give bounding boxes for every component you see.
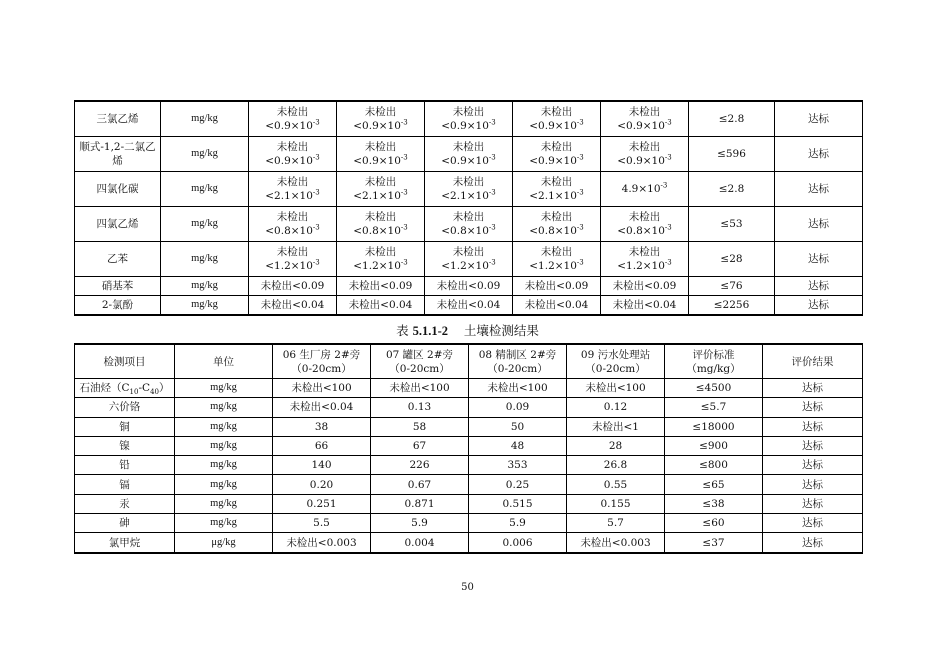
value-exponent: -3 [488, 153, 496, 162]
value-base: <2.1×10 [265, 190, 313, 202]
value-base: <0.9×10 [617, 155, 665, 167]
standard-cell: ≤65 [665, 475, 763, 494]
value-cell: 0.871 [371, 494, 469, 513]
value-exponent: -3 [312, 153, 320, 162]
unit-cell: mg/kg [175, 475, 273, 494]
value-line [601, 154, 688, 168]
value-line [337, 154, 424, 168]
unit-cell: mg/kg [175, 379, 273, 398]
not-detected-label: 未检出 [452, 246, 485, 258]
value-line [337, 189, 424, 203]
header-standard-label: 评价标准 [692, 348, 735, 361]
unit-cell: mg/kg [161, 242, 249, 277]
value-base: <0.9×10 [265, 155, 313, 167]
standard-cell: ≤76 [689, 277, 775, 296]
not-detected-label: 未检出 [452, 211, 485, 223]
table-row [75, 417, 863, 436]
unit-cell: mg/kg [175, 436, 273, 455]
table-row [75, 207, 863, 242]
value-cell: 未检出<0.04 [513, 296, 601, 316]
table-row [75, 533, 863, 553]
not-detected-label: 未检出 [276, 246, 309, 258]
value-base: <1.2×10 [353, 260, 401, 272]
item-name: 四氯乙烯 [75, 207, 161, 242]
not-detected-label: 未检出 [276, 141, 309, 153]
volatile-organics-table [74, 100, 863, 316]
value-exponent: -3 [488, 223, 496, 232]
result-cell: 达标 [763, 398, 863, 417]
item-name: 三氯乙烯 [75, 101, 161, 137]
result-cell: 达标 [775, 207, 863, 242]
item-name: 汞 [75, 494, 175, 513]
value-cell [337, 101, 425, 137]
value-base: <0.9×10 [529, 155, 577, 167]
value-base: <1.2×10 [617, 260, 665, 272]
value-exponent: -3 [576, 258, 584, 267]
value-cell: 38 [273, 417, 371, 436]
value-line [249, 119, 336, 133]
value-exponent: -3 [312, 258, 320, 267]
value-base: <0.8×10 [353, 225, 401, 237]
header-site-08 [469, 344, 567, 379]
value-line [249, 154, 336, 168]
value-cell: 0.55 [567, 475, 665, 494]
item-name: 镉 [75, 475, 175, 494]
value-cell: 0.155 [567, 494, 665, 513]
not-detected-label: 未检出 [452, 141, 485, 153]
value-line [513, 189, 600, 203]
value-exponent: -3 [664, 118, 672, 127]
value-cell: 0.251 [273, 494, 371, 513]
standard-cell: ≤2256 [689, 296, 775, 316]
item-name: 四氯化碳 [75, 172, 161, 207]
value-exponent: -3 [576, 188, 584, 197]
standard-cell: ≤2.8 [689, 172, 775, 207]
not-detected-label: 未检出 [540, 211, 573, 223]
item-name: 氯甲烷 [75, 533, 175, 553]
unit-cell: mg/kg [161, 172, 249, 207]
header-site-name: 06 生厂房 2#旁 [282, 348, 361, 361]
value-cell: 0.09 [469, 398, 567, 417]
result-cell: 达标 [775, 277, 863, 296]
value-cell: 26.8 [567, 456, 665, 475]
not-detected-label: 未检出 [276, 176, 309, 188]
header-site-name: 07 罐区 2#旁 [385, 348, 453, 361]
item-name [75, 379, 175, 398]
value-cell: 50 [469, 417, 567, 436]
value-cell: 5.9 [371, 514, 469, 533]
not-detected-label: 未检出 [628, 106, 661, 118]
header-standard-unit: （mg/kg） [686, 362, 741, 375]
not-detected-label: 未检出 [540, 106, 573, 118]
value-line [425, 189, 512, 203]
value-base: <0.9×10 [529, 120, 577, 132]
value-cell [249, 137, 337, 172]
unit-cell: mg/kg [175, 494, 273, 513]
value-cell [249, 172, 337, 207]
item-name: 2-氯酚 [75, 296, 161, 316]
value-cell: 0.006 [469, 533, 567, 553]
tph-sub2: 40 [150, 388, 159, 397]
value-cell [249, 101, 337, 137]
value-exponent: -3 [400, 188, 408, 197]
value-cell [249, 242, 337, 277]
value-base: <0.9×10 [265, 120, 313, 132]
value-cell: 67 [371, 436, 469, 455]
unit-cell: mg/kg [161, 277, 249, 296]
not-detected-label: 未检出 [452, 176, 485, 188]
value-cell [337, 242, 425, 277]
value-exponent: -3 [488, 188, 496, 197]
value-cell: 未检出<0.04 [425, 296, 513, 316]
result-cell: 达标 [763, 533, 863, 553]
value-line [601, 182, 688, 196]
unit-cell: mg/kg [161, 207, 249, 242]
unit-cell: mg/kg [161, 296, 249, 316]
value-cell [513, 207, 601, 242]
standard-cell: ≤53 [689, 207, 775, 242]
item-name: 六价铬 [75, 398, 175, 417]
value-base: <2.1×10 [529, 190, 577, 202]
value-cell: 48 [469, 436, 567, 455]
tph-suffix: ） [158, 382, 170, 395]
value-base: <1.2×10 [265, 260, 313, 272]
value-line [513, 154, 600, 168]
value-exponent: -3 [400, 118, 408, 127]
value-cell: 5.7 [567, 514, 665, 533]
value-exponent: -3 [312, 188, 320, 197]
value-exponent: -3 [660, 181, 668, 190]
value-exponent: -3 [576, 223, 584, 232]
value-cell [601, 242, 689, 277]
value-cell: 未检出<0.09 [337, 277, 425, 296]
table-row [75, 514, 863, 533]
value-cell [425, 242, 513, 277]
header-site-09 [567, 344, 665, 379]
standard-cell: ≤800 [665, 456, 763, 475]
value-cell [513, 172, 601, 207]
value-cell: 226 [371, 456, 469, 475]
item-name: 铜 [75, 417, 175, 436]
value-base: <0.8×10 [617, 225, 665, 237]
result-cell: 达标 [763, 417, 863, 436]
page-number: 50 [461, 582, 474, 593]
value-line [249, 189, 336, 203]
tph-prefix: 石油烃（C [79, 382, 130, 395]
value-cell [601, 101, 689, 137]
not-detected-label: 未检出 [540, 246, 573, 258]
value-exponent: -3 [576, 153, 584, 162]
table-row [75, 398, 863, 417]
caption-number: 5.1.1-2 [412, 324, 448, 338]
value-line [249, 224, 336, 238]
result-cell: 达标 [763, 494, 863, 513]
result-cell: 达标 [775, 172, 863, 207]
value-cell: 0.13 [371, 398, 469, 417]
value-cell: 未检出<0.09 [601, 277, 689, 296]
value-cell [601, 207, 689, 242]
not-detected-label: 未检出 [540, 176, 573, 188]
value-base: 4.9×10 [621, 183, 661, 195]
standard-cell: ≤596 [689, 137, 775, 172]
table-row [75, 277, 863, 296]
value-cell [513, 101, 601, 137]
value-cell [513, 137, 601, 172]
result-cell: 达标 [775, 242, 863, 277]
result-cell: 达标 [763, 514, 863, 533]
value-exponent: -3 [488, 258, 496, 267]
value-cell: 353 [469, 456, 567, 475]
result-cell: 达标 [775, 137, 863, 172]
value-exponent: -3 [400, 223, 408, 232]
result-cell: 达标 [763, 475, 863, 494]
table-row [75, 101, 863, 137]
item-name: 铅 [75, 456, 175, 475]
caption-prefix: 表 [396, 323, 409, 338]
item-name: 硝基苯 [75, 277, 161, 296]
unit-cell: mg/kg [175, 417, 273, 436]
header-site-depth: （0-20cm） [291, 362, 352, 375]
value-cell: 0.004 [371, 533, 469, 553]
value-exponent: -3 [664, 153, 672, 162]
result-cell: 达标 [763, 456, 863, 475]
value-cell: 未检出<0.04 [601, 296, 689, 316]
standard-cell: ≤28 [689, 242, 775, 277]
unit-cell: μg/kg [175, 533, 273, 553]
unit-cell: mg/kg [175, 398, 273, 417]
value-cell: 5.9 [469, 514, 567, 533]
header-unit: 单位 [175, 344, 273, 379]
not-detected-label: 未检出 [276, 211, 309, 223]
header-standard [665, 344, 763, 379]
value-line [601, 224, 688, 238]
result-cell: 达标 [775, 296, 863, 316]
header-site-depth: （0-20cm） [389, 362, 450, 375]
value-base: <0.9×10 [353, 120, 401, 132]
value-cell: 0.25 [469, 475, 567, 494]
value-cell: 未检出<100 [567, 379, 665, 398]
table-row [75, 475, 863, 494]
unit-cell: mg/kg [175, 456, 273, 475]
table-row [75, 436, 863, 455]
unit-cell: mg/kg [161, 137, 249, 172]
value-cell: 未检出<0.04 [249, 296, 337, 316]
not-detected-label: 未检出 [276, 106, 309, 118]
unit-cell: mg/kg [175, 514, 273, 533]
value-cell: 0.67 [371, 475, 469, 494]
result-cell: 达标 [763, 436, 863, 455]
value-line [513, 119, 600, 133]
value-base: <0.9×10 [617, 120, 665, 132]
not-detected-label: 未检出 [628, 246, 661, 258]
value-base: <0.9×10 [441, 120, 489, 132]
value-cell: 58 [371, 417, 469, 436]
value-line [601, 259, 688, 273]
tph-mid: -C [138, 382, 151, 395]
value-line [425, 259, 512, 273]
value-line [601, 119, 688, 133]
value-base: <0.9×10 [353, 155, 401, 167]
standard-cell: ≤2.8 [689, 101, 775, 137]
header-result: 评价结果 [763, 344, 863, 379]
table-row [75, 296, 863, 316]
table-row [75, 379, 863, 398]
not-detected-label: 未检出 [364, 176, 397, 188]
value-line [513, 224, 600, 238]
item-name: 顺式-1,2-二氯乙烯 [75, 137, 161, 172]
not-detected-label: 未检出 [452, 106, 485, 118]
value-line [513, 259, 600, 273]
value-line [425, 224, 512, 238]
standard-cell: ≤900 [665, 436, 763, 455]
value-cell: 未检出<0.04 [273, 398, 371, 417]
not-detected-label: 未检出 [364, 211, 397, 223]
value-cell: 未检出<0.09 [425, 277, 513, 296]
standard-cell: ≤38 [665, 494, 763, 513]
item-name: 砷 [75, 514, 175, 533]
value-cell [425, 101, 513, 137]
table-row [75, 137, 863, 172]
table-row [75, 456, 863, 475]
value-line [337, 119, 424, 133]
header-item: 检测项目 [75, 344, 175, 379]
value-exponent: -3 [400, 258, 408, 267]
standard-cell: ≤18000 [665, 417, 763, 436]
value-cell: 0.12 [567, 398, 665, 417]
standard-cell: ≤60 [665, 514, 763, 533]
not-detected-label: 未检出 [364, 246, 397, 258]
standard-cell: ≤4500 [665, 379, 763, 398]
value-cell: 未检出<100 [469, 379, 567, 398]
value-exponent: -3 [312, 118, 320, 127]
header-site-06 [273, 344, 371, 379]
value-cell: 未检出<1 [567, 417, 665, 436]
value-base: <2.1×10 [353, 190, 401, 202]
value-exponent: -3 [664, 258, 672, 267]
value-line [425, 119, 512, 133]
header-site-name: 08 精制区 2#旁 [478, 348, 557, 361]
value-cell [337, 207, 425, 242]
value-cell: 未检出<0.003 [273, 533, 371, 553]
value-cell: 未检出<0.003 [567, 533, 665, 553]
standard-cell: ≤37 [665, 533, 763, 553]
value-cell [601, 137, 689, 172]
value-cell [337, 172, 425, 207]
result-cell: 达标 [763, 379, 863, 398]
value-line [425, 154, 512, 168]
value-exponent: -3 [400, 153, 408, 162]
value-cell [337, 137, 425, 172]
value-line [337, 259, 424, 273]
value-cell: 未检出<0.09 [513, 277, 601, 296]
value-cell [601, 172, 689, 207]
soil-test-results-table [74, 343, 863, 554]
value-line [249, 259, 336, 273]
value-cell: 5.5 [273, 514, 371, 533]
header-row [75, 344, 863, 379]
table-row [75, 494, 863, 513]
not-detected-label: 未检出 [628, 141, 661, 153]
value-cell: 未检出<100 [273, 379, 371, 398]
value-cell: 140 [273, 456, 371, 475]
value-cell [249, 207, 337, 242]
not-detected-label: 未检出 [540, 141, 573, 153]
unit-cell: mg/kg [161, 101, 249, 137]
item-name: 乙苯 [75, 242, 161, 277]
item-name: 镍 [75, 436, 175, 455]
value-line [337, 224, 424, 238]
standard-cell: ≤5.7 [665, 398, 763, 417]
value-cell: 未检出<0.09 [249, 277, 337, 296]
value-base: <0.8×10 [529, 225, 577, 237]
value-cell: 66 [273, 436, 371, 455]
header-site-name: 09 污水处理站 [580, 348, 651, 361]
value-cell: 0.20 [273, 475, 371, 494]
value-cell: 未检出<0.04 [337, 296, 425, 316]
not-detected-label: 未检出 [628, 211, 661, 223]
value-exponent: -3 [576, 118, 584, 127]
caption-title: 土壤检测结果 [463, 323, 539, 338]
value-cell [425, 137, 513, 172]
value-base: <2.1×10 [441, 190, 489, 202]
value-base: <1.2×10 [529, 260, 577, 272]
table-caption [0, 321, 935, 339]
result-cell: 达标 [775, 101, 863, 137]
not-detected-label: 未检出 [364, 141, 397, 153]
value-exponent: -3 [664, 223, 672, 232]
value-exponent: -3 [488, 118, 496, 127]
value-cell: 未检出<100 [371, 379, 469, 398]
not-detected-label: 未检出 [364, 106, 397, 118]
value-cell [513, 242, 601, 277]
table-row [75, 242, 863, 277]
value-base: <0.8×10 [265, 225, 313, 237]
header-site-depth: （0-20cm） [585, 362, 646, 375]
value-base: <1.2×10 [441, 260, 489, 272]
value-exponent: -3 [312, 223, 320, 232]
value-cell: 0.515 [469, 494, 567, 513]
header-site-depth: （0-20cm） [487, 362, 548, 375]
header-site-07 [371, 344, 469, 379]
value-base: <0.8×10 [441, 225, 489, 237]
value-cell [425, 207, 513, 242]
value-cell: 28 [567, 436, 665, 455]
value-base: <0.9×10 [441, 155, 489, 167]
tph-sub1: 10 [129, 388, 139, 397]
table-row [75, 172, 863, 207]
value-cell [425, 172, 513, 207]
